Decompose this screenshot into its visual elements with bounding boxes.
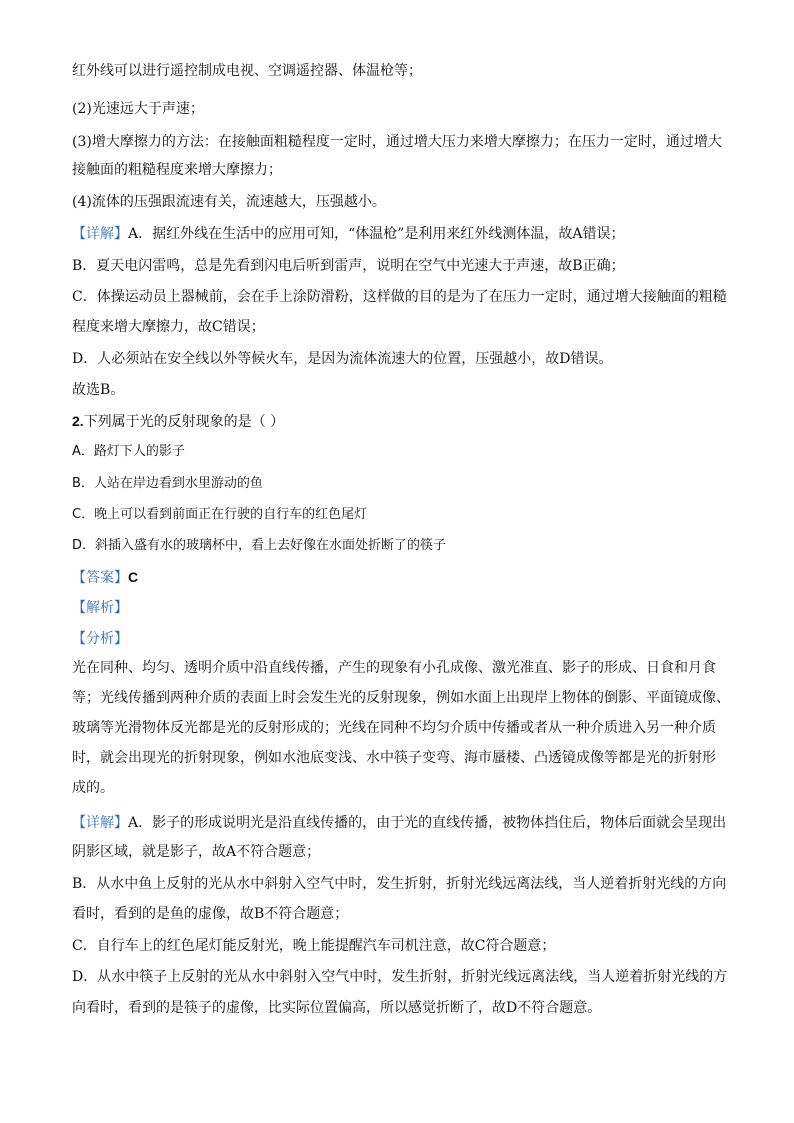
detail-line — [72, 225, 625, 243]
text-line: 红外线可以进行遥控制成电视、空调遥控器、体温枪等； — [72, 63, 422, 79]
text-line: B．夏天电闪雷鸣，总是先看到闪电后听到雷声，说明在空气中光速大于声速，故B正确； — [72, 258, 625, 274]
text-line: D．人必须站在安全线以外等候火车，是因为流体流速大的位置，压强越小，故D错误。 — [72, 351, 613, 367]
analysis-line: 等；光线传播到两种介质的表面上时会发生光的反射现象，例如水面上出现岸上物体的倒影、平面镜成像、 — [72, 690, 730, 706]
answer-tag: 【答案】 — [72, 570, 128, 586]
analysis-line: 成的。 — [72, 780, 114, 796]
detail-tag: 【详解】 — [72, 226, 128, 242]
text-line: 阴影区域，就是影子，故A不符合题意； — [72, 844, 321, 860]
text-line: D．从水中筷子上反射的光从水中斜射入空气中时，发生折射，折射光线远离法线，当人逆着折射光线的方 — [72, 969, 728, 985]
text-line: 看时，看到的是鱼的虚像，故B不符合题意； — [72, 906, 349, 922]
text-line: 向看时，看到的是筷子的虚像，比实际位置偏高，所以感觉折断了，故D不符合题意。 — [72, 1000, 602, 1016]
detail-text: A．影子的形成说明光是沿直线传播的，由于光的直线传播，被物体挡住后，物体后面就会呈现出 — [128, 815, 727, 831]
analysis-line: 光在同种、均匀、透明介质中沿直线传播，产生的现象有小孔成像、激光准直、影子的形成、日食和月食 — [72, 660, 716, 676]
detail-tag: 【详解】 — [72, 815, 128, 831]
text-line: (2)光速远大于声速； — [72, 101, 204, 117]
detail-text: A．据红外线在生活中的应用可知，“体温枪”是利用来红外线测体温，故A错误； — [128, 226, 625, 242]
question-text: 下列属于光的反射现象的是（ ） — [83, 414, 285, 430]
answer-value: C — [128, 569, 139, 585]
analysis-line: 玻璃等光滑物体反光都是光的反射形成的；光线在同种不均匀介质中传播或者从一种介质进入另一种介质 — [72, 720, 716, 736]
analysis-sub-tag: 【分析】 — [72, 631, 128, 647]
option-b: B．人站在岸边看到水里游动的鱼 — [72, 476, 263, 491]
text-line: 程度来增大摩擦力，故C错误； — [72, 319, 265, 335]
detail-line — [72, 814, 726, 832]
conclusion-line: 故选B。 — [72, 382, 125, 398]
text-line: 接触面的粗糙程度来增大摩擦力； — [72, 162, 282, 178]
option-a: A．路灯下人的影子 — [72, 444, 185, 459]
text-line: C．体操运动员上器械前，会在手上涂防滑粉，这样做的目的是为了在压力一定时，通过增大接触面的粗糙 — [72, 289, 727, 305]
question-number: 2. — [72, 413, 84, 429]
option-c: C．晚上可以看到前面正在行驶的自行车的红色尾灯 — [72, 507, 368, 522]
text-line: C．自行车上的红色尾灯能反射光，晚上能提醒汽车司机注意，故C符合题意； — [72, 938, 556, 954]
text-line: (3)增大摩擦力的方法：在接触面粗糙程度一定时，通过增大压力来增大摩擦力；在压力一定时，通过增大 — [72, 134, 722, 150]
option-d: D．斜插入盛有水的玻璃杯中，看上去好像在水面处折断了的筷子 — [72, 538, 447, 553]
analysis-line: 时，就会出现光的折射现象，例如水池底变浅、水中筷子变弯、海市蜃楼、凸透镜成像等都是光的折射形 — [72, 750, 716, 766]
answer-line — [72, 568, 138, 587]
question-stem — [72, 412, 284, 431]
text-line: (4)流体的压强跟流速有关，流速越大，压强越小。 — [72, 194, 386, 210]
analysis-tag: 【解析】 — [72, 600, 128, 616]
text-line: B．从水中鱼上反射的光从水中斜射入空气中时，发生折射，折射光线远离法线，当人逆着折射光线的方向 — [72, 876, 727, 892]
